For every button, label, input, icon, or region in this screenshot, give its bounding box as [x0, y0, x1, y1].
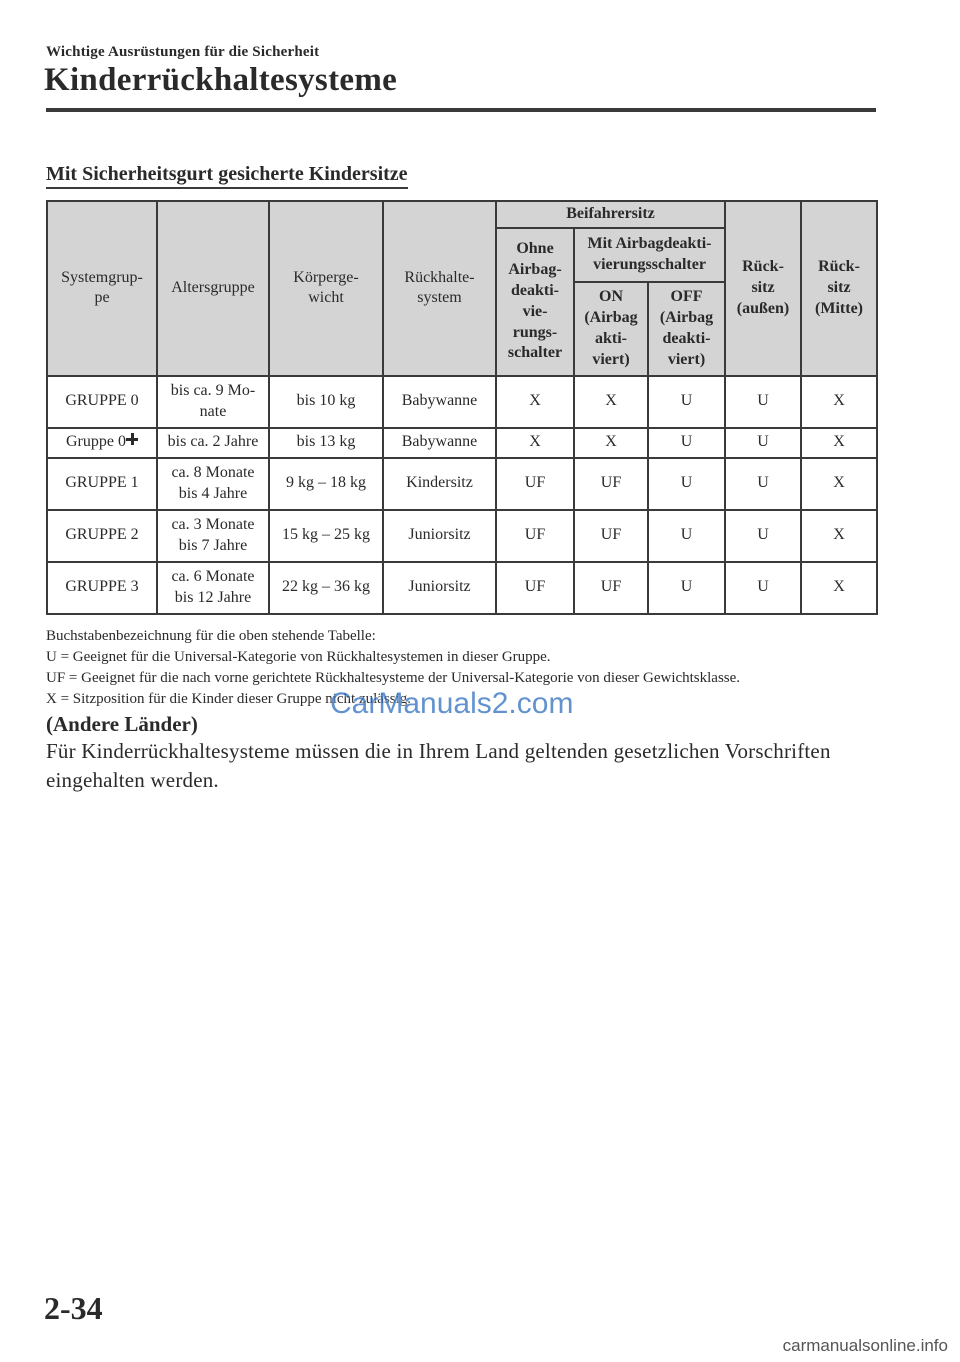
plus-icon — [126, 433, 138, 445]
header-without-airbag-switch: Ohne Airbag- deakti- vie- rungs- schalter — [496, 228, 574, 376]
legend-u: U = Geeignet für die Universal-Kategorie von Rückhaltesystemen in dieser Gruppe. — [46, 649, 551, 665]
cell-age: ca. 8 Monate bis 4 Jahre — [157, 458, 269, 510]
cell-airbag-off: U — [648, 376, 725, 428]
header-age-group: Altersgruppe — [157, 201, 269, 376]
cell-airbag-on: UF — [574, 510, 648, 562]
legend-uf: UF = Geeignet für die nach vorne gerichtete Rückhaltesysteme der Universal-Kategorie von dieser Gewichtsklasse. — [46, 670, 741, 686]
table-row — [47, 376, 877, 428]
footer-site-link[interactable]: carmanualsonline.info — [782, 1336, 948, 1355]
cell-rear-center: X — [801, 428, 877, 458]
other-countries-text: Für Kinderrückhaltesysteme müssen die in Ihrem Land geltenden gesetzlichen Vorschriften eingehalten werden. — [46, 739, 831, 792]
cell-airbag-off: U — [648, 562, 725, 614]
cell-rear-outer: U — [725, 510, 801, 562]
cell-airbag-off: U — [648, 428, 725, 458]
cell-age: bis ca. 9 Mo- nate — [157, 376, 269, 428]
cell-system: Babywanne — [383, 376, 496, 428]
header-system-group: Systemgrup- pe — [47, 201, 157, 376]
cell-rear-outer: U — [725, 428, 801, 458]
cell-rear-center: X — [801, 510, 877, 562]
cell-age: ca. 3 Monate bis 7 Jahre — [157, 510, 269, 562]
cell-airbag-on: X — [574, 376, 648, 428]
table-row — [47, 562, 877, 614]
cell-age: bis ca. 2 Jahre — [157, 428, 269, 458]
cell-no-switch: UF — [496, 510, 574, 562]
cell-rear-outer: U — [725, 458, 801, 510]
cell-group: GRUPPE 2 — [47, 510, 157, 562]
cell-airbag-on: UF — [574, 458, 648, 510]
cell-weight: bis 13 kg — [269, 428, 383, 458]
cell-rear-center: X — [801, 458, 877, 510]
cell-airbag-off: U — [648, 510, 725, 562]
cell-weight: 22 kg – 36 kg — [269, 562, 383, 614]
page-title: Kinderrückhaltesysteme — [44, 62, 398, 98]
cell-weight: bis 10 kg — [269, 376, 383, 428]
cell-rear-center: X — [801, 562, 877, 614]
cell-group: Gruppe 0 — [47, 428, 157, 458]
cell-no-switch: UF — [496, 562, 574, 614]
title-rule — [46, 108, 876, 112]
table-row — [47, 428, 877, 458]
cell-no-switch: X — [496, 376, 574, 428]
cell-rear-outer: U — [725, 562, 801, 614]
cell-group: GRUPPE 3 — [47, 562, 157, 614]
table-row — [47, 458, 877, 510]
cell-system: Babywanne — [383, 428, 496, 458]
header-with-airbag-switch: Mit Airbagdeakti- vierungsschalter — [574, 228, 725, 282]
cell-group: GRUPPE 0 — [47, 376, 157, 428]
header-airbag-on: ON (Airbag akti- viert) — [574, 282, 648, 376]
cell-rear-outer: U — [725, 376, 801, 428]
section-heading: Mit Sicherheitsgurt gesicherte Kindersitze — [46, 163, 408, 189]
cell-group: GRUPPE 1 — [47, 458, 157, 510]
cell-weight: 15 kg – 25 kg — [269, 510, 383, 562]
cell-rear-center: X — [801, 376, 877, 428]
header-restraint-system: Rückhalte- system — [383, 201, 496, 376]
cell-system: Juniorsitz — [383, 562, 496, 614]
header-rear-center: Rück- sitz (Mitte) — [801, 201, 877, 376]
breadcrumb: Wichtige Ausrüstungen für die Sicherheit — [46, 44, 320, 60]
other-countries-heading: (Andere Länder) — [46, 712, 198, 736]
cell-system: Kindersitz — [383, 458, 496, 510]
legend-intro: Buchstabenbezeichnung für die oben stehende Tabelle: — [46, 628, 376, 644]
cell-no-switch: UF — [496, 458, 574, 510]
header-rear-outer: Rück- sitz (außen) — [725, 201, 801, 376]
header-body-weight: Körperge- wicht — [269, 201, 383, 376]
cell-weight: 9 kg – 18 kg — [269, 458, 383, 510]
page-number: 2-34 — [44, 1290, 103, 1326]
cell-system: Juniorsitz — [383, 510, 496, 562]
cell-no-switch: X — [496, 428, 574, 458]
cell-airbag-on: UF — [574, 562, 648, 614]
header-airbag-off: OFF (Airbag deakti- viert) — [648, 282, 725, 376]
table-row — [47, 510, 877, 562]
header-passenger-seat: Beifahrersitz — [496, 201, 725, 228]
cell-age: ca. 6 Monate bis 12 Jahre — [157, 562, 269, 614]
child-seat-table — [46, 200, 878, 615]
cell-airbag-off: U — [648, 458, 725, 510]
cell-airbag-on: X — [574, 428, 648, 458]
legend-x: X = Sitzposition für die Kinder dieser Gruppe nicht zulässig. — [46, 691, 412, 707]
watermark: CarManuals2.com — [330, 687, 574, 720]
